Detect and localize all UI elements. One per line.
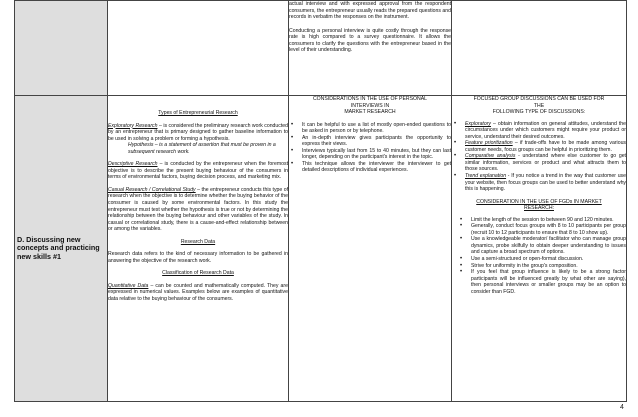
fgd-considerations-heading-1: CONSIDERATION IN THE USE OF FGDs IN MARKET	[476, 198, 602, 205]
list-item: • Interviews typically last from 15 to 40 minutes, but they can last longer, depending on the participant's interest in the topic.	[289, 148, 451, 161]
descriptive-research-term: Descriptive Research	[108, 161, 158, 168]
exploratory-research-text: – is considered the preliminary research work conducted by an entrepreneur that is primary designed to gather baseline information to be used in solving a problem or forming a hypothesis.	[108, 122, 288, 142]
descriptive-research-text: – is conducted by the entrepreneur when the foremost objective is to describe the present buying behaviour of the consumers in terms of environmental factors, buying decision process, and marketing mix.	[108, 161, 289, 181]
fgd-heading-line-2: THE	[533, 102, 545, 109]
interview-heading-line-1: CONSIDERATIONS IN THE USE OF PERSONAL	[312, 96, 428, 102]
fgd-heading-line-1: FOCUSED GROUP DISCUSSIONS CAN BE USED FOR	[473, 96, 605, 102]
casual-research-term: Casual Research / Correlational Study	[108, 186, 196, 193]
interview-continuation-cell	[289, 1, 452, 96]
fgd-use-text: - If you notice a trend in the way that customer use your website, then focus groups can be used to better understand why this is happening.	[465, 173, 626, 193]
descriptive-research-def	[108, 161, 288, 181]
interview-paragraph-1: actual interview and with expressed approval from the respondent consumers, the entrepreneur usually reads the prepared questions and records in verbatim the responses on the instrument.	[289, 1, 451, 21]
personal-interview-considerations-cell	[289, 96, 452, 402]
table-row-continuation	[15, 1, 627, 96]
list-item	[452, 121, 626, 141]
list-item: • Limit the length of the session to between 90 and 120 minutes.	[452, 217, 626, 224]
fgd-uses-list	[452, 121, 626, 193]
list-item: • Generally, conduct focus groups with 8 to 10 participants per group (recruit 10 to 12 participants to ensure that 8 to 10 show up).	[452, 223, 626, 236]
list-item: • Use a semi-structured or open-format discussion.	[452, 256, 626, 263]
research-types-cell	[108, 96, 289, 402]
fgd-use-term: Feature prioritization	[465, 140, 513, 147]
list-item: • Use a knowledgeable moderator/ facilitator who can manage group dynamics, probe skilfully to obtain deeper understanding to issues and capture a broad spectrum of options.	[452, 236, 626, 256]
list-item: • Strive for uniformity in the group's composition.	[452, 263, 626, 270]
heading-classification: Classification of Research Data	[162, 270, 234, 277]
quantitative-data-text: – can be counted and mathematically computed. They are expressed in numerical values. Examples below are examples of quantitative data relative to the buying behaviour of the consumers.	[108, 282, 288, 303]
heading-research-data: Research Data	[180, 238, 216, 245]
casual-research-def	[108, 187, 288, 233]
row-label-text: D. Discussing new concepts and practicing new skills #1	[17, 234, 100, 261]
fgd-use-text: – if trade-offs have to be made among various customer needs, focus groups can be helpful in prioritizing them.	[465, 140, 626, 153]
list-item	[452, 153, 626, 173]
fgd-heading-line-3: FOLLOWING TYPE OF DISCUSSIONS:	[492, 109, 586, 116]
research-data-definition: Research data refers to the kind of necessary information to be gathered in answering the objective of the research work.	[108, 251, 288, 264]
fgd-use-text: – obtain information on general attitudes, understand the circumstances under which customers might require your product or service, understand their desired outcomes.	[465, 120, 626, 140]
row-label-cell	[15, 96, 108, 402]
list-item: • An in-depth interview gives participants the opportunity to express their views.	[289, 135, 451, 148]
casual-research-text: – the entrepreneur conducts this type of research when the objective is to determine whether the buying behavior of the consumer is caused by some environmental factors. In this study the entrepreneur must test whether the hypothesis is true or not by determining the relationship between the buying behaviour and other variables of the study. In casual or correlational study, there is a cause-and-effect relationship between or among the variables.	[108, 186, 288, 233]
interview-heading-line-3: MARKET RESEARCH	[344, 109, 396, 116]
hypothesis-definition: Hypothesis – is a statement of assertion that must be proven in a subsequent research work.	[128, 142, 276, 155]
list-item: • If you feel that group influence is likely to be a strong factor participants will be influenced greatly by what other are saying), then personal interviews or smaller groups may be an option to consider than FGD.	[452, 269, 626, 295]
fgd-use-term: Exploratory	[465, 120, 491, 127]
lesson-plan-table	[14, 0, 627, 402]
fgd-use-text: - understand where else customer to go get similar information, services or product and what attracts them to those sources.	[465, 153, 626, 173]
fgd-considerations-heading-2: RESEARCH:	[524, 205, 554, 212]
fgd-considerations-list	[452, 217, 626, 296]
list-item	[452, 140, 626, 153]
cell-empty-col2	[108, 1, 289, 96]
fgd-use-term: Trend explanation	[465, 173, 507, 180]
list-item	[452, 173, 626, 193]
table-row-discussing-concepts	[15, 96, 627, 402]
list-item: • This technique allows the interviewer the interviewer to get detailed descriptions of individual experiences.	[289, 161, 451, 174]
row-label-cell-empty	[15, 1, 108, 96]
interview-paragraph-2: Conducting a personal interview is quite costly through the response rate is high compared to a survey questionnaire. It allows the consumers to clarify the questions with the entrepreneur based in the level of their understanding.	[289, 27, 451, 54]
interview-heading-line-2: INTERVIEWS IN	[350, 102, 390, 109]
quantitative-data-def	[108, 283, 288, 303]
exploratory-research-def	[108, 123, 288, 143]
exploratory-research-term: Exploratory Research	[108, 122, 158, 129]
list-item: • It can be helpful to use a list of mostly open-ended questions to be asked in person or by telephone.	[289, 122, 451, 135]
interview-considerations-list	[289, 122, 451, 174]
cell-empty-col4	[452, 1, 627, 96]
fgd-cell	[452, 96, 627, 402]
page-number: 4	[620, 404, 624, 411]
heading-types-of-research: Types of Entrepreneurial Research	[158, 110, 238, 116]
quantitative-data-term: Quantitative Data	[108, 282, 149, 289]
fgd-use-term: Comparative analysis	[465, 153, 516, 160]
